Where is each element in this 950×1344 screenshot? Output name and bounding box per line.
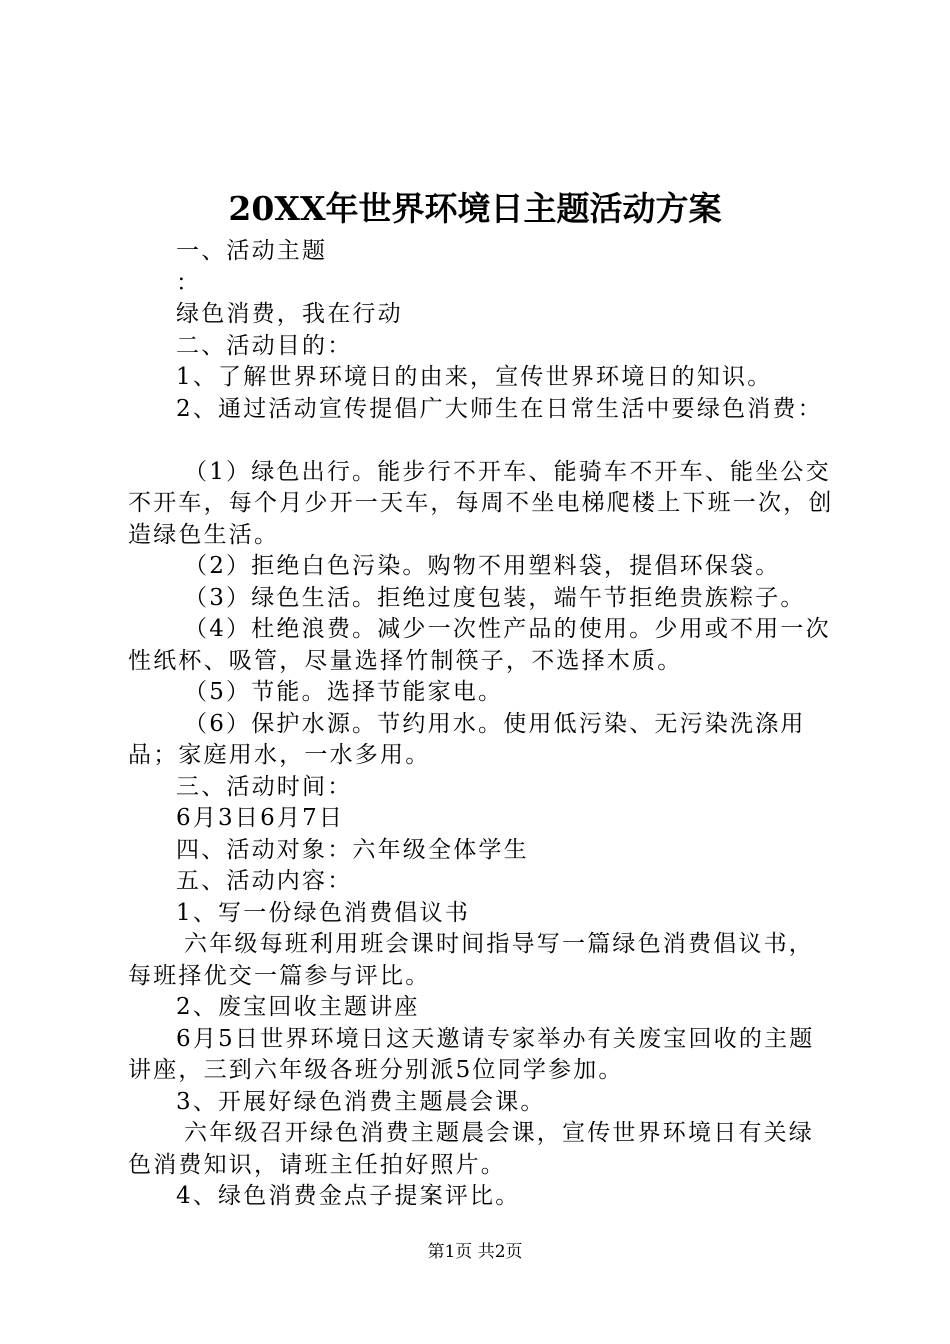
content-item-1-text: 六年级每班利用班会课时间指导写一篇绿色消费倡议书，每班择优交一篇参与评比。 [128, 931, 814, 989]
section-heading-theme: 一、活动主题 [176, 238, 328, 264]
purpose-item-2: 2、通过活动宣传提倡广大师生在日常生活中要绿色消费： [176, 395, 823, 422]
section-heading-purpose: 二、活动目的： [176, 332, 353, 359]
section-heading-time: 三、活动时间： [176, 773, 353, 800]
green-item-5: （5）节能。选择节能家电。 [184, 679, 504, 705]
content-item-4-heading: 4、绿色消费金点子提案评比。 [176, 1183, 521, 1209]
green-item-4: （4）杜绝浪费。减少一次性产品的使用。少用或不用一次性纸杯、吸管，尽量选择竹制筷子，不选择木质。 [128, 616, 831, 674]
purpose-item-1: 1、了解世界环境日的由来，宣传世界环境日的知识。 [176, 364, 773, 390]
green-item-1: （1）绿色出行。能步行不开车、能骑车不开车、能坐公交不开车，每个月少开一天车，每周不坐电梯爬楼上下班一次，创造绿色生活。 [128, 458, 834, 548]
blank-line [128, 425, 838, 457]
green-item-2: （2）拒绝白色污染。购物不用塑料袋，提倡环保袋。 [184, 553, 781, 579]
paragraph-colon: ： [176, 269, 202, 296]
document-title: 20XX年世界环境日主题活动方案 [228, 189, 722, 228]
content-item-3-heading: 3、开展好绿色消费主题晨会课。 [176, 1088, 546, 1115]
section-heading-audience: 四、活动对象：六年级全体学生 [176, 836, 529, 863]
content-item-2-heading: 2、废宝回收主题讲座 [176, 994, 420, 1020]
document-body [128, 236, 838, 1213]
green-item-6: （6）保护水源。节约用水。使用低污染、无污染洗涤用品；家庭用水，一水多用。 [128, 710, 806, 768]
section-heading-content: 五、活动内容： [176, 868, 353, 894]
page-footer: 第1页 共2页 [427, 1242, 523, 1262]
activity-time: 6月3日6月7日 [176, 805, 345, 831]
content-item-3-text: 六年级召开绿色消费主题晨会课，宣传世界环境日有关绿色消费知识，请班主任拍好照片。 [128, 1120, 814, 1178]
content-item-2-text: 6月5日世界环境日这天邀请专家举办有关废宝回收的主题讲座，三到六年级各班分别派5位同学参加。 [128, 1025, 815, 1083]
theme-text: 绿色消费，我在行动 [176, 301, 403, 327]
green-item-3: （3）绿色生活。拒绝过度包装，端午节拒绝贵族粽子。 [184, 584, 806, 611]
content-item-1-heading: 1、写一份绿色消费倡议书 [176, 899, 471, 926]
